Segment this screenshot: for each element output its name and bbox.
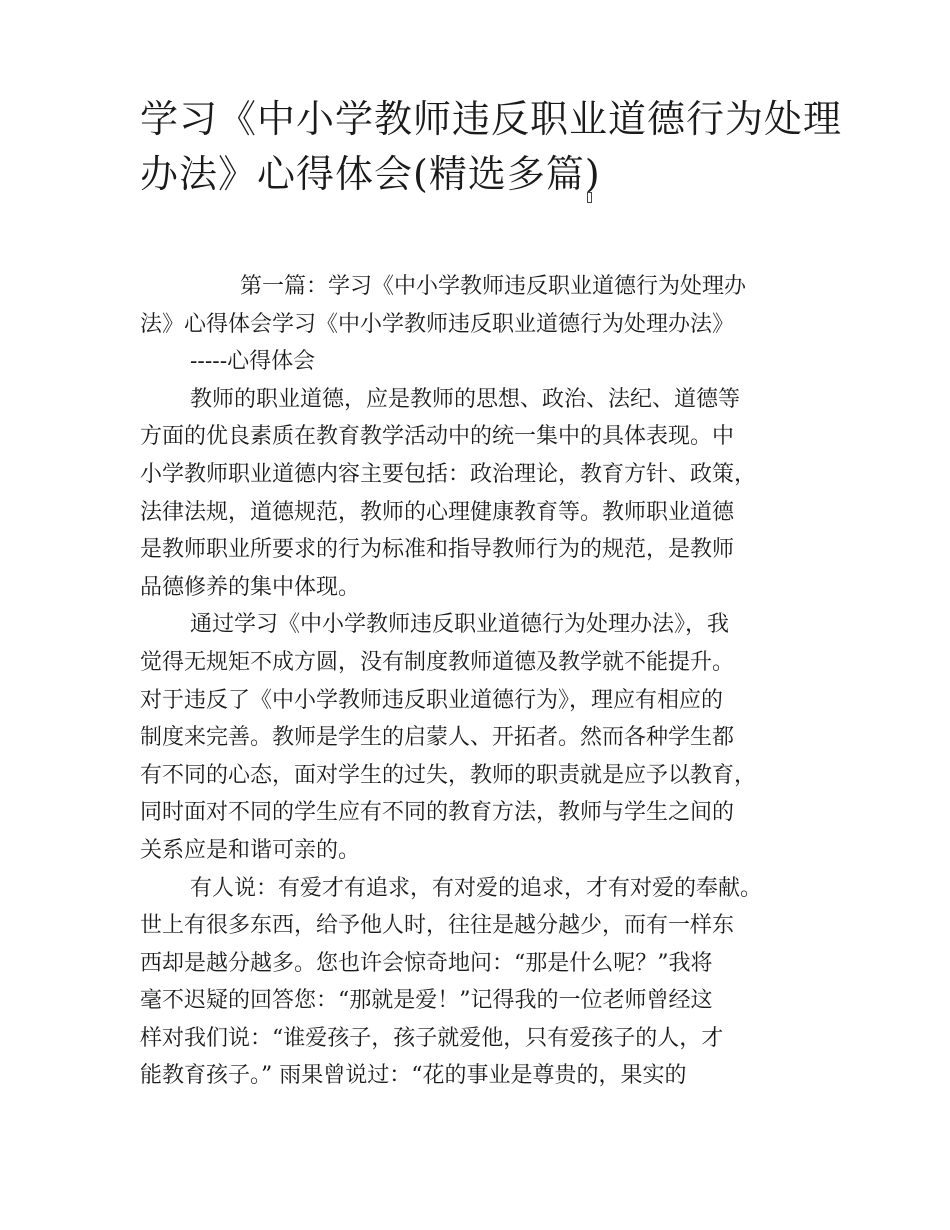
body-line: 觉得无规矩不成方圆，没有制度教师道德及教学就不能提升。	[140, 649, 735, 675]
body-line: 方面的优良素质在教育教学活动中的统一集中的具体表现。中	[140, 424, 735, 450]
body-line: 教师的职业道德，应是教师的思想、政治、法纪、道德等	[190, 386, 741, 412]
title-line-2: 办法》心得体会(精选多篇)	[140, 152, 601, 196]
body-line: 制度来完善。教师是学生的启蒙人、开拓者。然而各种学生都	[140, 725, 735, 751]
body-line: 小学教师职业道德内容主要包括：政治理论，教育方针、政策，	[140, 461, 757, 487]
body-line: 法律法规，道德规范，教师的心理健康教育等。教师职业道德	[140, 499, 735, 525]
title-line-1: 学习《中小学教师违反职业道德行为处理	[140, 97, 843, 141]
body-line: 第一篇：学习《中小学教师违反职业道德行为处理办	[240, 274, 747, 299]
body-line: 毫不迟疑的回答您：“那就是爱！”记得我的一位老师曾经这	[140, 988, 713, 1014]
body-line: 西却是越分越多。您也许会惊奇地问：“那是什么呢？”我将	[140, 950, 713, 976]
body-line: -----心得体会	[190, 349, 316, 375]
body-line: 有人说：有爱才有追求，有对爱的追求，才有对爱的奉献。	[190, 875, 763, 901]
body-line: 样对我们说：“谁爱孩子，孩子就爱他，只有爱孩子的人，才	[140, 1025, 724, 1051]
body-line: 有不同的心态，面对学生的过失，教师的职责就是应予以教育，	[140, 762, 757, 788]
body-line: 对于违反了《中小学教师违反职业道德行为》，理应有相应的	[140, 687, 724, 713]
body-line: 是教师职业所要求的行为标准和指导教师行为的规范，是教师	[140, 537, 735, 563]
placeholder-glyph-icon	[587, 192, 592, 203]
body-line: 法》心得体会学习《中小学教师违反职业道德行为处理办法》	[140, 311, 735, 337]
document-body	[140, 268, 840, 1095]
body-line: 能教育孩子。” 雨果曾说过：“花的事业是尊贵的，果实的	[140, 1063, 687, 1089]
body-line: 通过学习《中小学教师违反职业道德行为处理办法》，我	[190, 612, 730, 638]
body-line: 世上有很多东西，给予他人时，往往是越分越少，而有一样东	[140, 913, 735, 939]
body-line: 品德修养的集中体现。	[140, 574, 361, 600]
document-title	[140, 92, 843, 202]
body-line: 同时面对不同的学生应有不同的教育方法，教师与学生之间的	[140, 800, 735, 826]
body-line: 关系应是和谐可亲的。	[140, 837, 361, 863]
